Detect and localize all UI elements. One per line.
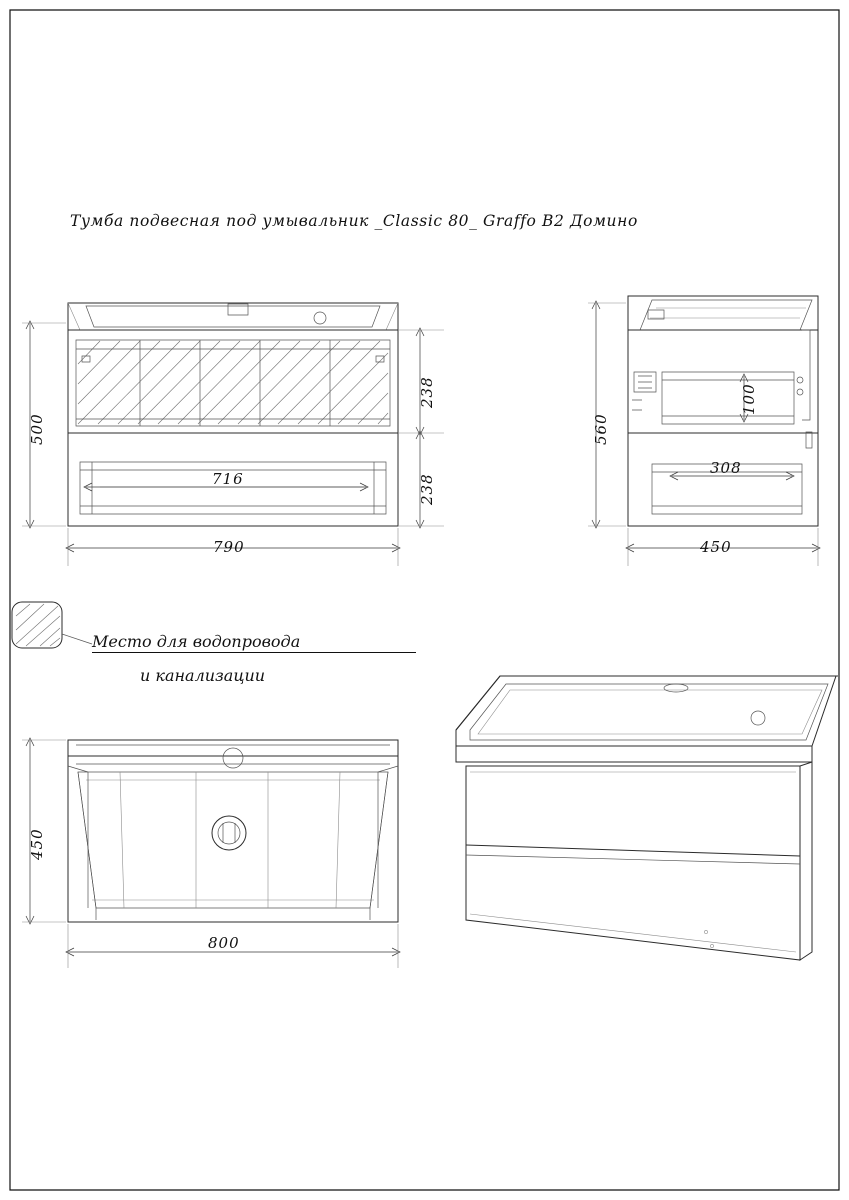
plumbing-note-line-2: и канализации [140,666,266,685]
plumbing-location-symbol [12,602,92,648]
dim-top-depth: 450 [28,828,46,860]
plumbing-note-line-1: Место для водопровода [92,632,301,651]
dim-front-inner-width: 716 [212,470,244,488]
front-elevation-view [68,303,398,526]
dim-front-height-total: 500 [28,413,46,445]
front-dimensions [22,321,444,566]
dim-front-width-total: 790 [213,538,245,556]
dim-side-inner-depth: 308 [710,459,742,477]
dim-top-width: 800 [208,934,240,952]
dim-front-drawer-upper: 238 [418,376,436,408]
dim-side-depth-total: 450 [700,538,732,556]
sheet-border [10,10,839,1190]
side-elevation-view [628,296,818,526]
isometric-view [456,676,838,960]
plumbing-note-underline [92,652,416,653]
dim-front-drawer-lower: 238 [418,473,436,505]
page-title: Тумба подвесная под умывальник _Classic 80_ Graffo B2 Домино [70,212,638,230]
dim-side-height-total: 560 [592,413,610,445]
top-view [68,740,398,922]
dim-side-inner-height: 100 [740,383,758,415]
